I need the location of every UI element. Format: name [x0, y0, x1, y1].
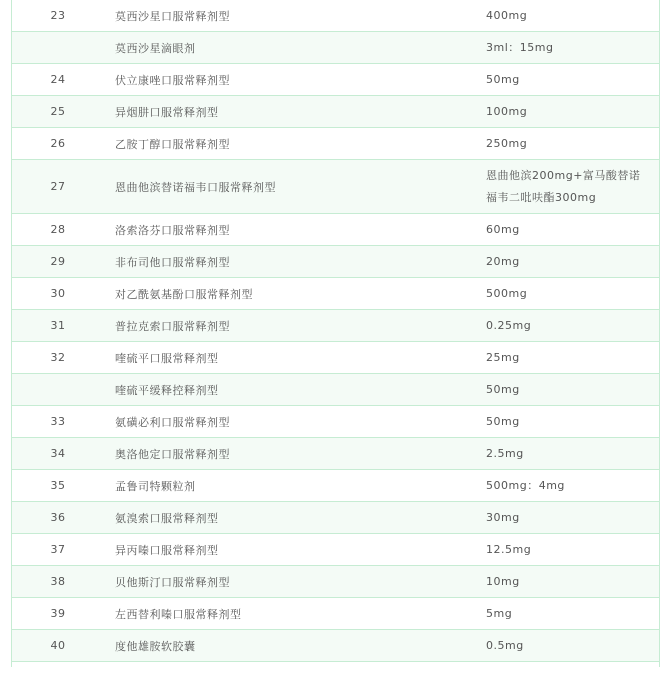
drug-name: 度他雄胺软胶囊 — [105, 630, 476, 662]
row-number: 35 — [11, 470, 105, 502]
table-row — [11, 630, 659, 662]
drug-name: 氨磺必利口服常释剂型 — [105, 406, 476, 438]
drug-spec: 30mg — [476, 502, 659, 534]
row-number: 37 — [11, 534, 105, 566]
table-row — [11, 246, 659, 278]
drug-spec: 100mg — [476, 96, 659, 128]
row-number: 28 — [11, 214, 105, 246]
drug-name: 孟鲁司特颗粒剂 — [105, 470, 476, 502]
row-number: 39 — [11, 598, 105, 630]
row-number: 40 — [11, 630, 105, 662]
table-row — [11, 128, 659, 160]
table-row — [11, 534, 659, 566]
row-number: 34 — [11, 438, 105, 470]
drug-spec: 50mg — [476, 64, 659, 96]
drug-name: 非布司他口服常释剂型 — [105, 246, 476, 278]
drug-spec: 0.5mg — [476, 630, 659, 662]
row-number: 23 — [11, 0, 105, 32]
drug-name: 莫西沙星滴眼剂 — [105, 32, 476, 64]
drug-spec: 恩曲他滨200mg+富马酸替诺福韦二吡呋酯300mg — [476, 160, 659, 214]
drug-spec: 0.25mg — [476, 310, 659, 342]
drug-spec: 2.5mg — [476, 438, 659, 470]
table-row — [11, 0, 659, 32]
table-row — [11, 160, 659, 214]
drug-name: 恩曲他滨替诺福韦口服常释剂型 — [105, 160, 476, 214]
row-number: 24 — [11, 64, 105, 96]
drug-spec: 20mg — [476, 246, 659, 278]
drug-name: 普拉克索口服常释剂型 — [105, 310, 476, 342]
table-row — [11, 214, 659, 246]
row-number: 31 — [11, 310, 105, 342]
drug-spec: 60mg — [476, 214, 659, 246]
drug-name: 莫西沙星口服常释剂型 — [105, 0, 476, 32]
table-row — [11, 310, 659, 342]
row-number: 36 — [11, 502, 105, 534]
table-row — [11, 502, 659, 534]
row-number: 38 — [11, 566, 105, 598]
table-row — [11, 96, 659, 128]
row-number: 29 — [11, 246, 105, 278]
drug-spec: 3ml：15mg — [476, 32, 659, 64]
table-row — [11, 438, 659, 470]
drug-spec: 50mg — [476, 374, 659, 406]
row-number: 26 — [11, 128, 105, 160]
drug-name: 奥洛他定口服常释剂型 — [105, 438, 476, 470]
drug-spec: 25mg — [476, 342, 659, 374]
drug-spec: 250mg — [476, 128, 659, 160]
table-row — [11, 598, 659, 630]
drug-table-body — [11, 0, 659, 662]
row-number: 27 — [11, 160, 105, 214]
table-row — [11, 342, 659, 374]
drug-name: 乙胺丁醇口服常释剂型 — [105, 128, 476, 160]
drug-spec: 10mg — [476, 566, 659, 598]
row-number — [11, 374, 105, 406]
row-number — [11, 32, 105, 64]
table-row — [11, 374, 659, 406]
table-row — [11, 470, 659, 502]
drug-spec: 12.5mg — [476, 534, 659, 566]
drug-table — [11, 0, 659, 662]
drug-spec: 400mg — [476, 0, 659, 32]
drug-name: 贝他斯汀口服常释剂型 — [105, 566, 476, 598]
drug-name: 洛索洛芬口服常释剂型 — [105, 214, 476, 246]
drug-name: 喹硫平缓释控释剂型 — [105, 374, 476, 406]
table-row — [11, 32, 659, 64]
row-number: 25 — [11, 96, 105, 128]
row-number: 33 — [11, 406, 105, 438]
table-row — [11, 278, 659, 310]
table-row — [11, 566, 659, 598]
drug-name: 左西替利嗪口服常释剂型 — [105, 598, 476, 630]
row-number: 32 — [11, 342, 105, 374]
drug-name: 喹硫平口服常释剂型 — [105, 342, 476, 374]
table-row — [11, 64, 659, 96]
row-number: 30 — [11, 278, 105, 310]
drug-spec: 500mg：4mg — [476, 470, 659, 502]
drug-name: 氨溴索口服常释剂型 — [105, 502, 476, 534]
drug-name: 异烟肼口服常释剂型 — [105, 96, 476, 128]
table-row — [11, 406, 659, 438]
drug-spec: 50mg — [476, 406, 659, 438]
drug-spec: 5mg — [476, 598, 659, 630]
drug-name: 伏立康唑口服常释剂型 — [105, 64, 476, 96]
drug-name: 对乙酰氨基酚口服常释剂型 — [105, 278, 476, 310]
drug-name: 异丙嗪口服常释剂型 — [105, 534, 476, 566]
drug-spec: 500mg — [476, 278, 659, 310]
